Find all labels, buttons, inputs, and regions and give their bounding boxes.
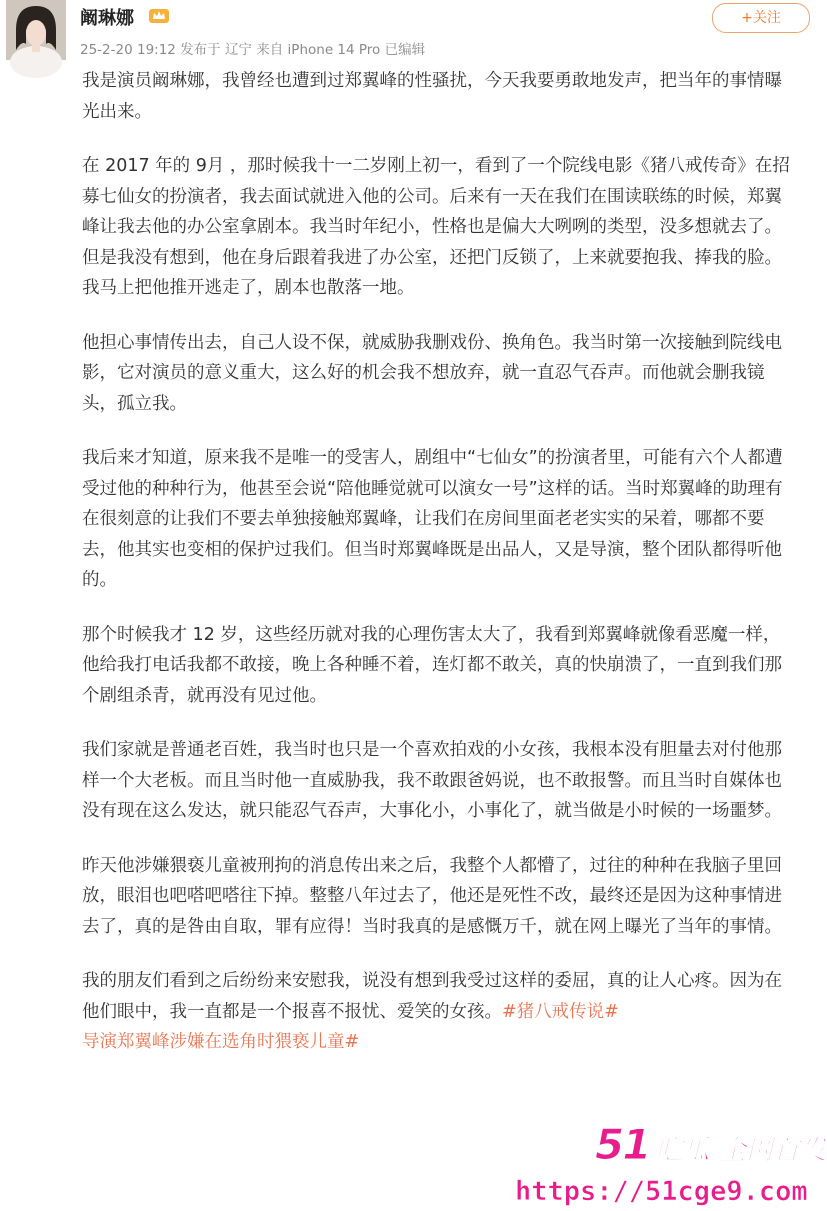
- post-paragraph-4: 我后来才知道，原来我不是唯一的受害人，剧组中“七仙女”的扮演者里，可能有六个人都遭受过他的种种行为，他甚至会说“陪他睡觉就可以演女一号”这样的话。当时郑翼峰的助理有在很刻意的让我们不要去单独接触郑翼峰，让我们在房间里面老老实实的呆着，哪都不要去，他其实也变相的保护过我们。但当时郑翼峰既是出品人，又是导演，整个团队都得听他的。: [82, 448, 783, 590]
- post-paragraph-8: [82, 966, 794, 1058]
- watermark-number: 51: [595, 1120, 650, 1169]
- post-meta: 25-2-20 19:12 发布于 辽宁 来自 iPhone 14 Pro 已编辑: [80, 42, 426, 58]
- post-body: [82, 66, 794, 1082]
- post-paragraph-7: 昨天他涉嫌猥亵儿童被刑拘的消息传出来之后，我整个人都懵了，过往的种种在我脑子里回放，眼泪也吧嗒吧嗒往下掉。整整八年过去了，他还是死性不改，最终还是因为这种事情进去了，真的是咎由自取，罪有应得！当时我真的是感慨万千，就在网上曝光了当年的事情。: [82, 855, 782, 937]
- follow-button[interactable]: +关注: [712, 3, 810, 33]
- hashtag-link[interactable]: 导演郑翼峰涉嫌在选角时猥亵儿童#: [82, 1032, 360, 1052]
- vip-crown-icon: [148, 6, 170, 24]
- post-header: [0, 0, 800, 62]
- watermark-slogan: 吃瓜 全网首发: [655, 1135, 827, 1166]
- post-paragraph-3: 他担心事情传出去，自己人设不保，就威胁我删戏份、换角色。我当时第一次接触到院线电影，它对演员的意义重大，这么好的机会我不想放弃，就一直忍气吞声。而他就会删我镜头，孤立我。: [82, 332, 782, 414]
- watermark-logo: [595, 1120, 827, 1169]
- post-paragraph-2: 在 2017 年的 9月 ，那时候我十一二岁刚上初一，看到了一个院线电影《猪八戒传奇》在招募七仙女的扮演者，我去面试就进入他的公司。后来有一天在我们在围读联练的时候，郑翼峰让我去他的办公室拿剧本。我当时年纪小，性格也是偏大大咧咧的类型，没多想就去了。但是我没有想到，他在身后跟着我进了办公室，还把门反锁了，上来就要抱我、捧我的脸。我马上把他推开逃走了，剧本也散落一地。: [82, 156, 790, 298]
- post-paragraph-5: 那个时候我才 12 岁，这些经历就对我的心理伤害太大了，我看到郑翼峰就像看恶魔一样，他给我打电话我都不敢接，晚上各种睡不着，连灯都不敢关，真的快崩溃了，一直到我们那个剧组杀青，就再没有见过他。: [82, 624, 782, 706]
- hashtag-link[interactable]: #猪八戒传说#: [502, 1001, 619, 1022]
- last-paragraph-text: 我的朋友们看到之后纷纷来安慰我，说没有想到我受过这样的委屈，真的让人心疼。因为在他们眼中，我一直都是一个报喜不报忧、爱笑的女孩。: [82, 971, 782, 1022]
- author-name[interactable]: 阚琳娜: [80, 8, 134, 29]
- post-paragraph-1: 我是演员阚琳娜，我曾经也遭到过郑翼峰的性骚扰，今天我要勇敢地发声，把当年的事情曝光出来。: [82, 71, 782, 122]
- avatar-photo-icon: [6, 0, 66, 60]
- site-watermark: [515, 1118, 827, 1211]
- avatar[interactable]: [6, 0, 66, 60]
- post-paragraph-6: 我们家就是普通老百姓，我当时也只是一个喜欢拍戏的小女孩，我根本没有胆量去对付他那样一个大老板。而且当时他一直威胁我，我不敢跟爸妈说，也不敢报警。而且当时自媒体也没有现在这么发达，就只能忍气吞声，大事化小，小事化了，就当做是小时候的一场噩梦。: [82, 740, 782, 821]
- watermark-url: https://51cge9.com: [515, 1176, 808, 1207]
